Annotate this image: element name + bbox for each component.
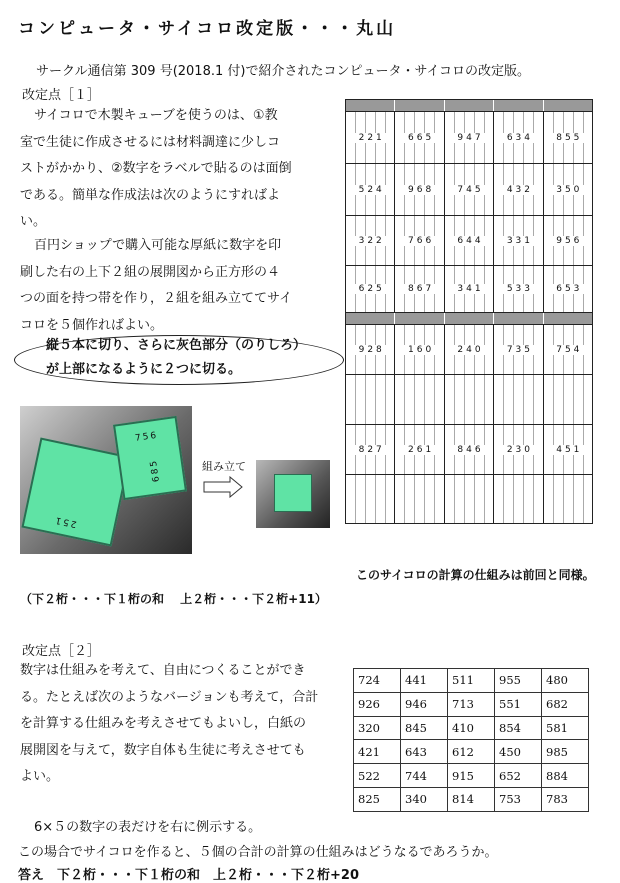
net-row [346, 375, 592, 425]
net-bottom-grid [345, 312, 593, 524]
number-table [353, 668, 589, 812]
table-row: 320 845 410 854 581 [354, 716, 589, 740]
table-row: 825 340 814 753 783 [354, 787, 589, 811]
net-cell [544, 375, 592, 424]
net-cell: 745 [445, 164, 494, 215]
answer-text: 答え 下２桁・・・下１桁の和 上２桁・・・下２桁+20 [18, 868, 359, 883]
net-cell: 754 [544, 325, 592, 374]
net-cell: 947 [445, 112, 494, 163]
net-cell: 625 [346, 266, 395, 312]
net-cell: 261 [395, 425, 444, 474]
para-line: 展開図を与えて，数字自体も生徒に考えさせても [20, 742, 306, 758]
net-cell: 968 [395, 164, 444, 215]
net-cell: 653 [544, 266, 592, 312]
table-row: 724 441 511 955 480 [354, 669, 589, 693]
cut-note-line1: 縦５本に切り、さらに灰色部分（のりしろ） [46, 338, 307, 353]
net-cell: 240 [445, 325, 494, 374]
para-line: 室で生徒に作成させるには材料調達に少しコ [20, 134, 281, 150]
section1-heading: 改定点［１］ [22, 88, 101, 103]
net-cell [494, 475, 543, 523]
dice-photo-small [256, 460, 330, 528]
para-line: い。 [20, 214, 47, 229]
net-cell [445, 375, 494, 424]
para-line: 百円ショップで購入可能な厚紙に数字を印 [34, 238, 282, 253]
intro-text: サークル通信第 309 号(2018.1 付)で紹介されたコンピュータ・サイコロの改定版。 [36, 64, 531, 79]
para-line: を計算する仕組みを考えさせてもよいし，白紙の [20, 716, 307, 731]
table-row: 926 946 713 551 682 [354, 692, 589, 716]
net-row [346, 112, 592, 164]
net-cell: 221 [346, 112, 395, 163]
net-cell: 827 [346, 425, 395, 474]
small-cube [274, 474, 312, 512]
assembled-cube: 251 [21, 437, 130, 546]
page-title: コンピュータ・サイコロ改定版・・・丸山 [18, 19, 397, 39]
net-cell [445, 475, 494, 523]
dice-photo-large [20, 406, 192, 554]
section1-para1 [20, 103, 342, 236]
net-cell: 230 [494, 425, 543, 474]
net-cell: 928 [346, 325, 395, 374]
section2-heading: 改定点［２］ [22, 644, 101, 659]
net-cell: 341 [445, 266, 494, 312]
net-cell [346, 375, 395, 424]
net-cell: 956 [544, 216, 592, 265]
net-cell: 644 [445, 216, 494, 265]
net-cell: 524 [346, 164, 395, 215]
cut-note-line2: が上部になるように２つに切る。 [46, 362, 242, 377]
para-line: コロを５個作ればよい。 [20, 317, 164, 333]
section2-para [20, 658, 350, 791]
formula-text: （下２桁・・・下１桁の和 上２桁・・・下２桁+11） [20, 592, 327, 606]
para-line: ストがかかり、②数字をラベルで貼るのは面倒 [20, 161, 292, 176]
net-cell: 533 [494, 266, 543, 312]
net-cell: 322 [346, 216, 395, 265]
table-row: 522 744 915 652 884 [354, 764, 589, 788]
net-cell: 350 [544, 164, 592, 215]
net-top-grid [345, 99, 593, 313]
net-cell: 735 [494, 325, 543, 374]
para-line: である。簡単な作成法は次のようにすればよ [20, 187, 281, 203]
para-line: つの面を持つ帯を作り，２組を組み立ててサイ [20, 291, 293, 306]
glue-tab-row [346, 313, 592, 325]
net-cell: 634 [494, 112, 543, 163]
net-row [346, 266, 592, 312]
net-cell: 160 [395, 325, 444, 374]
para-line: 刷した右の上下２組の展開図から正方形の４ [20, 264, 281, 280]
arrow-right-icon [202, 476, 244, 498]
net-cell [346, 475, 395, 523]
net-cell [395, 475, 444, 523]
net-cell: 331 [494, 216, 543, 265]
glue-tab-row [346, 100, 592, 112]
table-row: 421 643 612 450 985 [354, 740, 589, 764]
para-line: サイコロで木製キューブを使うのは、①教 [34, 108, 278, 123]
section1-para2 [20, 233, 342, 339]
net-cell: 665 [395, 112, 444, 163]
para-line: よい。 [20, 769, 60, 784]
net-cell: 432 [494, 164, 543, 215]
net-row [346, 216, 592, 266]
net-cell: 855 [544, 112, 592, 163]
net-row [346, 325, 592, 375]
net-row [346, 164, 592, 216]
net-cell [395, 375, 444, 424]
para-line: る。たとえば次のようなバージョンも考えて，合計 [20, 689, 319, 705]
caption-text: このサイコロの計算の仕組みは前回と同様。 [356, 568, 595, 582]
net-cell: 867 [395, 266, 444, 312]
net-row [346, 475, 592, 523]
tilted-cube: 756 685 [113, 416, 187, 500]
net-cell [494, 375, 543, 424]
net-cell [544, 475, 592, 523]
net-cell: 451 [544, 425, 592, 474]
net-row [346, 425, 592, 475]
example-text: 6×５の数字の表だけを右に例示する。 [34, 820, 262, 835]
question-text: この場合でサイコロを作ると、５個の合計の計算の仕組みはどうなるであろうか。 [18, 845, 498, 860]
net-cell: 766 [395, 216, 444, 265]
assemble-label: 組み立て [202, 460, 246, 473]
net-cell: 846 [445, 425, 494, 474]
para-line: 数字は仕組みを考えて、自由につくることができ [20, 663, 306, 678]
